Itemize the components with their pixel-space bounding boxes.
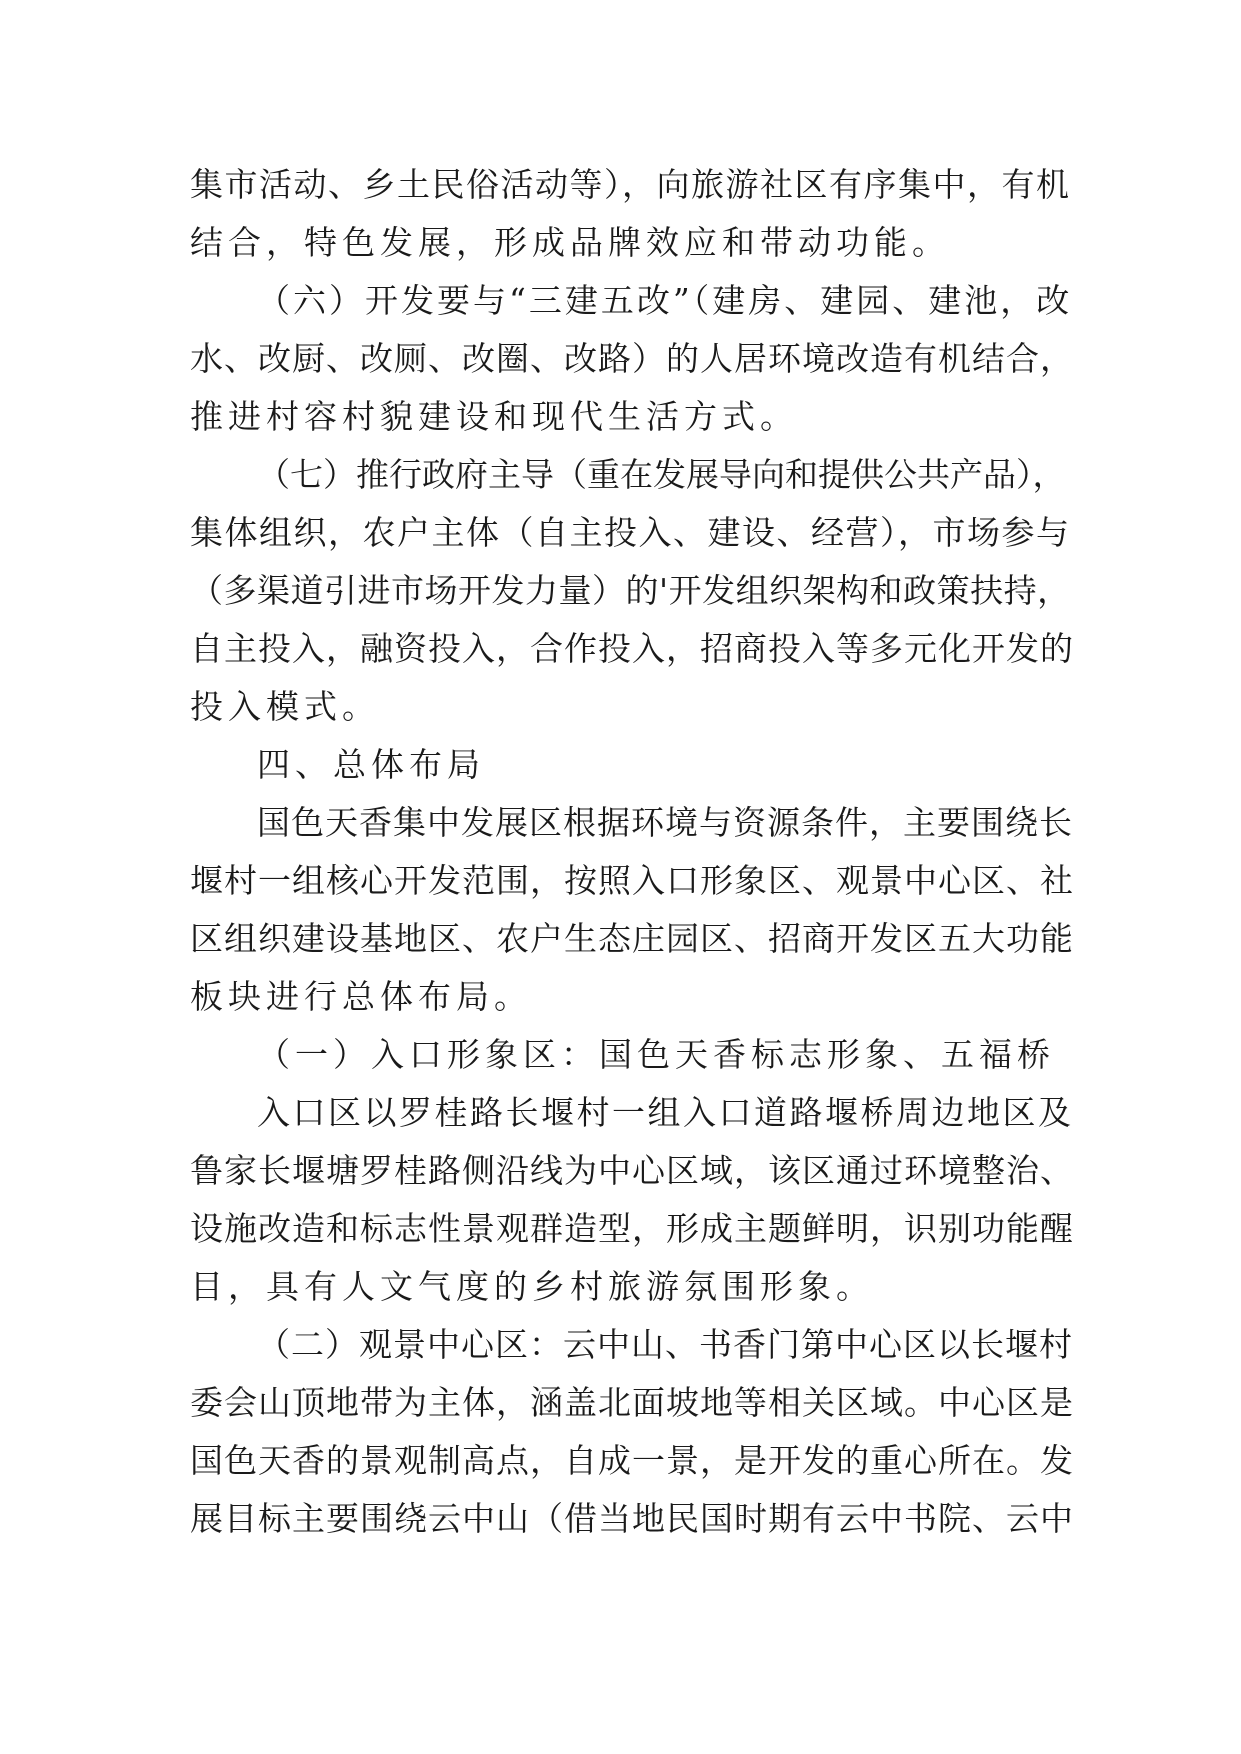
paragraph-line: 投入模式。 bbox=[190, 687, 380, 726]
paragraph-line: 展目标主要围绕云中山（借当地民国时期有云中书院、云中 bbox=[190, 1499, 1074, 1538]
paragraph-line: 区组织建设基地区、农户生态庄园区、招商开发区五大功能 bbox=[190, 919, 1074, 958]
paragraph-line: 集体组织，农户主体（自主投入、建设、经营），市场参与 bbox=[190, 513, 1071, 552]
paragraph-line: 国色天香集中发展区根据环境与资源条件，主要围绕长 bbox=[257, 803, 1073, 842]
paragraph-line: 设施改造和标志性景观群造型，形成主题鲜明，识别功能醒 bbox=[190, 1209, 1074, 1248]
section-heading: 四、总体布局 bbox=[257, 745, 485, 784]
paragraph-line: 堰村一组核心开发范围，按照入口形象区、观景中心区、社 bbox=[190, 861, 1074, 900]
paragraph-line: （七）推行政府主导（重在发展导向和提供公共产品）， bbox=[257, 455, 1066, 494]
paragraph-line: 推进村容村貌建设和现代生活方式。 bbox=[190, 397, 798, 436]
paragraph-line: 集市活动、乡土民俗活动等），向旅游社区有序集中，有机 bbox=[190, 165, 1071, 204]
paragraph-line: 目，具有人文气度的乡村旅游氛围形象。 bbox=[190, 1267, 874, 1306]
paragraph-line: 水、改厨、改厕、改圈、改路）的人居环境改造有机结合， bbox=[190, 339, 1074, 378]
paragraph-line: 委会山顶地带为主体，涵盖北面坡地等相关区域。中心区是 bbox=[190, 1383, 1074, 1422]
paragraph-line: 板块进行总体布局。 bbox=[190, 977, 532, 1016]
paragraph-line: 鲁家长堰塘罗桂路侧沿线为中心区域，该区通过环境整治、 bbox=[190, 1151, 1074, 1190]
paragraph-line: 入口区以罗桂路长堰村一组入口道路堰桥周边地区及 bbox=[257, 1093, 1074, 1132]
paragraph-line: （多渠道引进市场开发力量）的'开发组织架构和政策扶持， bbox=[190, 571, 1071, 610]
paragraph-line: 自主投入，融资投入，合作投入，招商投入等多元化开发的 bbox=[190, 629, 1074, 668]
subsection-heading: （一）入口形象区：国色天香标志形象、五福桥 bbox=[257, 1035, 1055, 1074]
paragraph-line: （二）观景中心区：云中山、书香门第中心区以长堰村 bbox=[257, 1325, 1073, 1364]
paragraph-line: 国色天香的景观制高点，自成一景，是开发的重心所在。发 bbox=[190, 1441, 1074, 1480]
paragraph-line: 结合，特色发展，形成品牌效应和带动功能。 bbox=[190, 223, 950, 262]
paragraph-line: （六）开发要与“三建五改”（建房、建园、建池，改 bbox=[257, 281, 1073, 320]
